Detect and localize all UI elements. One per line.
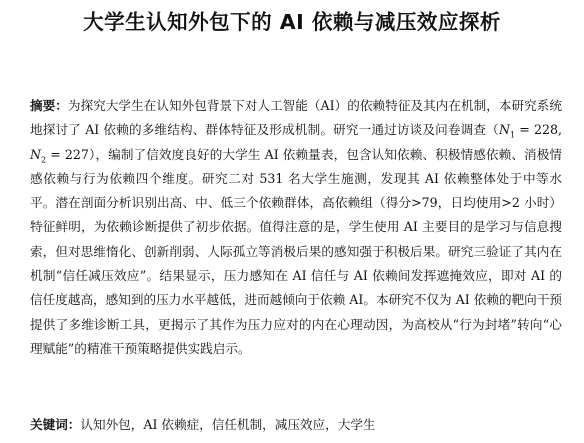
- n1-subscript: 1: [509, 130, 516, 140]
- n2-value: = 227）: [46, 146, 96, 162]
- abstract-text-part2: ，编制了信效度良好的大学生 AI 依赖量表，包含认知依赖、积极情感依赖、消极情感依赖与行为依赖四个维度。研究二对 531 名大学生施测，发现其 AI 依赖整体处于中等水平。潜在剖面分析识别出高、中、低三个依赖群体，高依赖组（得分>79，日均使用>2 小时）特征鲜明，为依赖诊断提供了初步依据。值得注意的是，学生使用 AI 主要目的是学习与信息搜索，但对思维惰化、创新削弱、人际孤立等消极后果的感知强于积极后果。研究三验证了其内在机制“信任减压效应”。结果显示，压力感知在 AI 信任与 AI 依赖间发挥遮掩效应，即对 AI 的信任度越高，感知到的压力水平越低，进而越倾向于依赖 AI。本研究不仅为 AI 依赖的靶向干预提供了多维诊断工具，更揭示了其作为压力应对的内在心理动因，为高校从“行为封堵”转向“心理赋能”的精准干预策略提供实践启示。: [30, 146, 563, 356]
- n2-subscript: 2: [41, 155, 47, 165]
- n1-variable: N: [498, 122, 510, 138]
- keywords-label: 关键词：: [30, 417, 81, 432]
- keywords-line: [30, 415, 562, 435]
- abstract-paragraph: [30, 94, 562, 361]
- abstract-label: 摘要：: [30, 98, 68, 113]
- n2-variable: N: [30, 146, 42, 162]
- n1-value: = 228,: [515, 122, 562, 138]
- abstract-text-part1: 为探究大学生在认知外包背景下对人工智能（AI）的依赖特征及其内在机制，本研究系统地探讨了 AI 依赖的多维结构、群体特征及形成机制。研究一通过访谈及问卷调查（: [30, 98, 563, 138]
- paper-title: 大学生认知外包下的 AI 依赖与减压效应探析: [83, 10, 501, 34]
- keywords-text: 认知外包，AI 依赖症，信任机制，减压效应，大学生: [80, 417, 376, 432]
